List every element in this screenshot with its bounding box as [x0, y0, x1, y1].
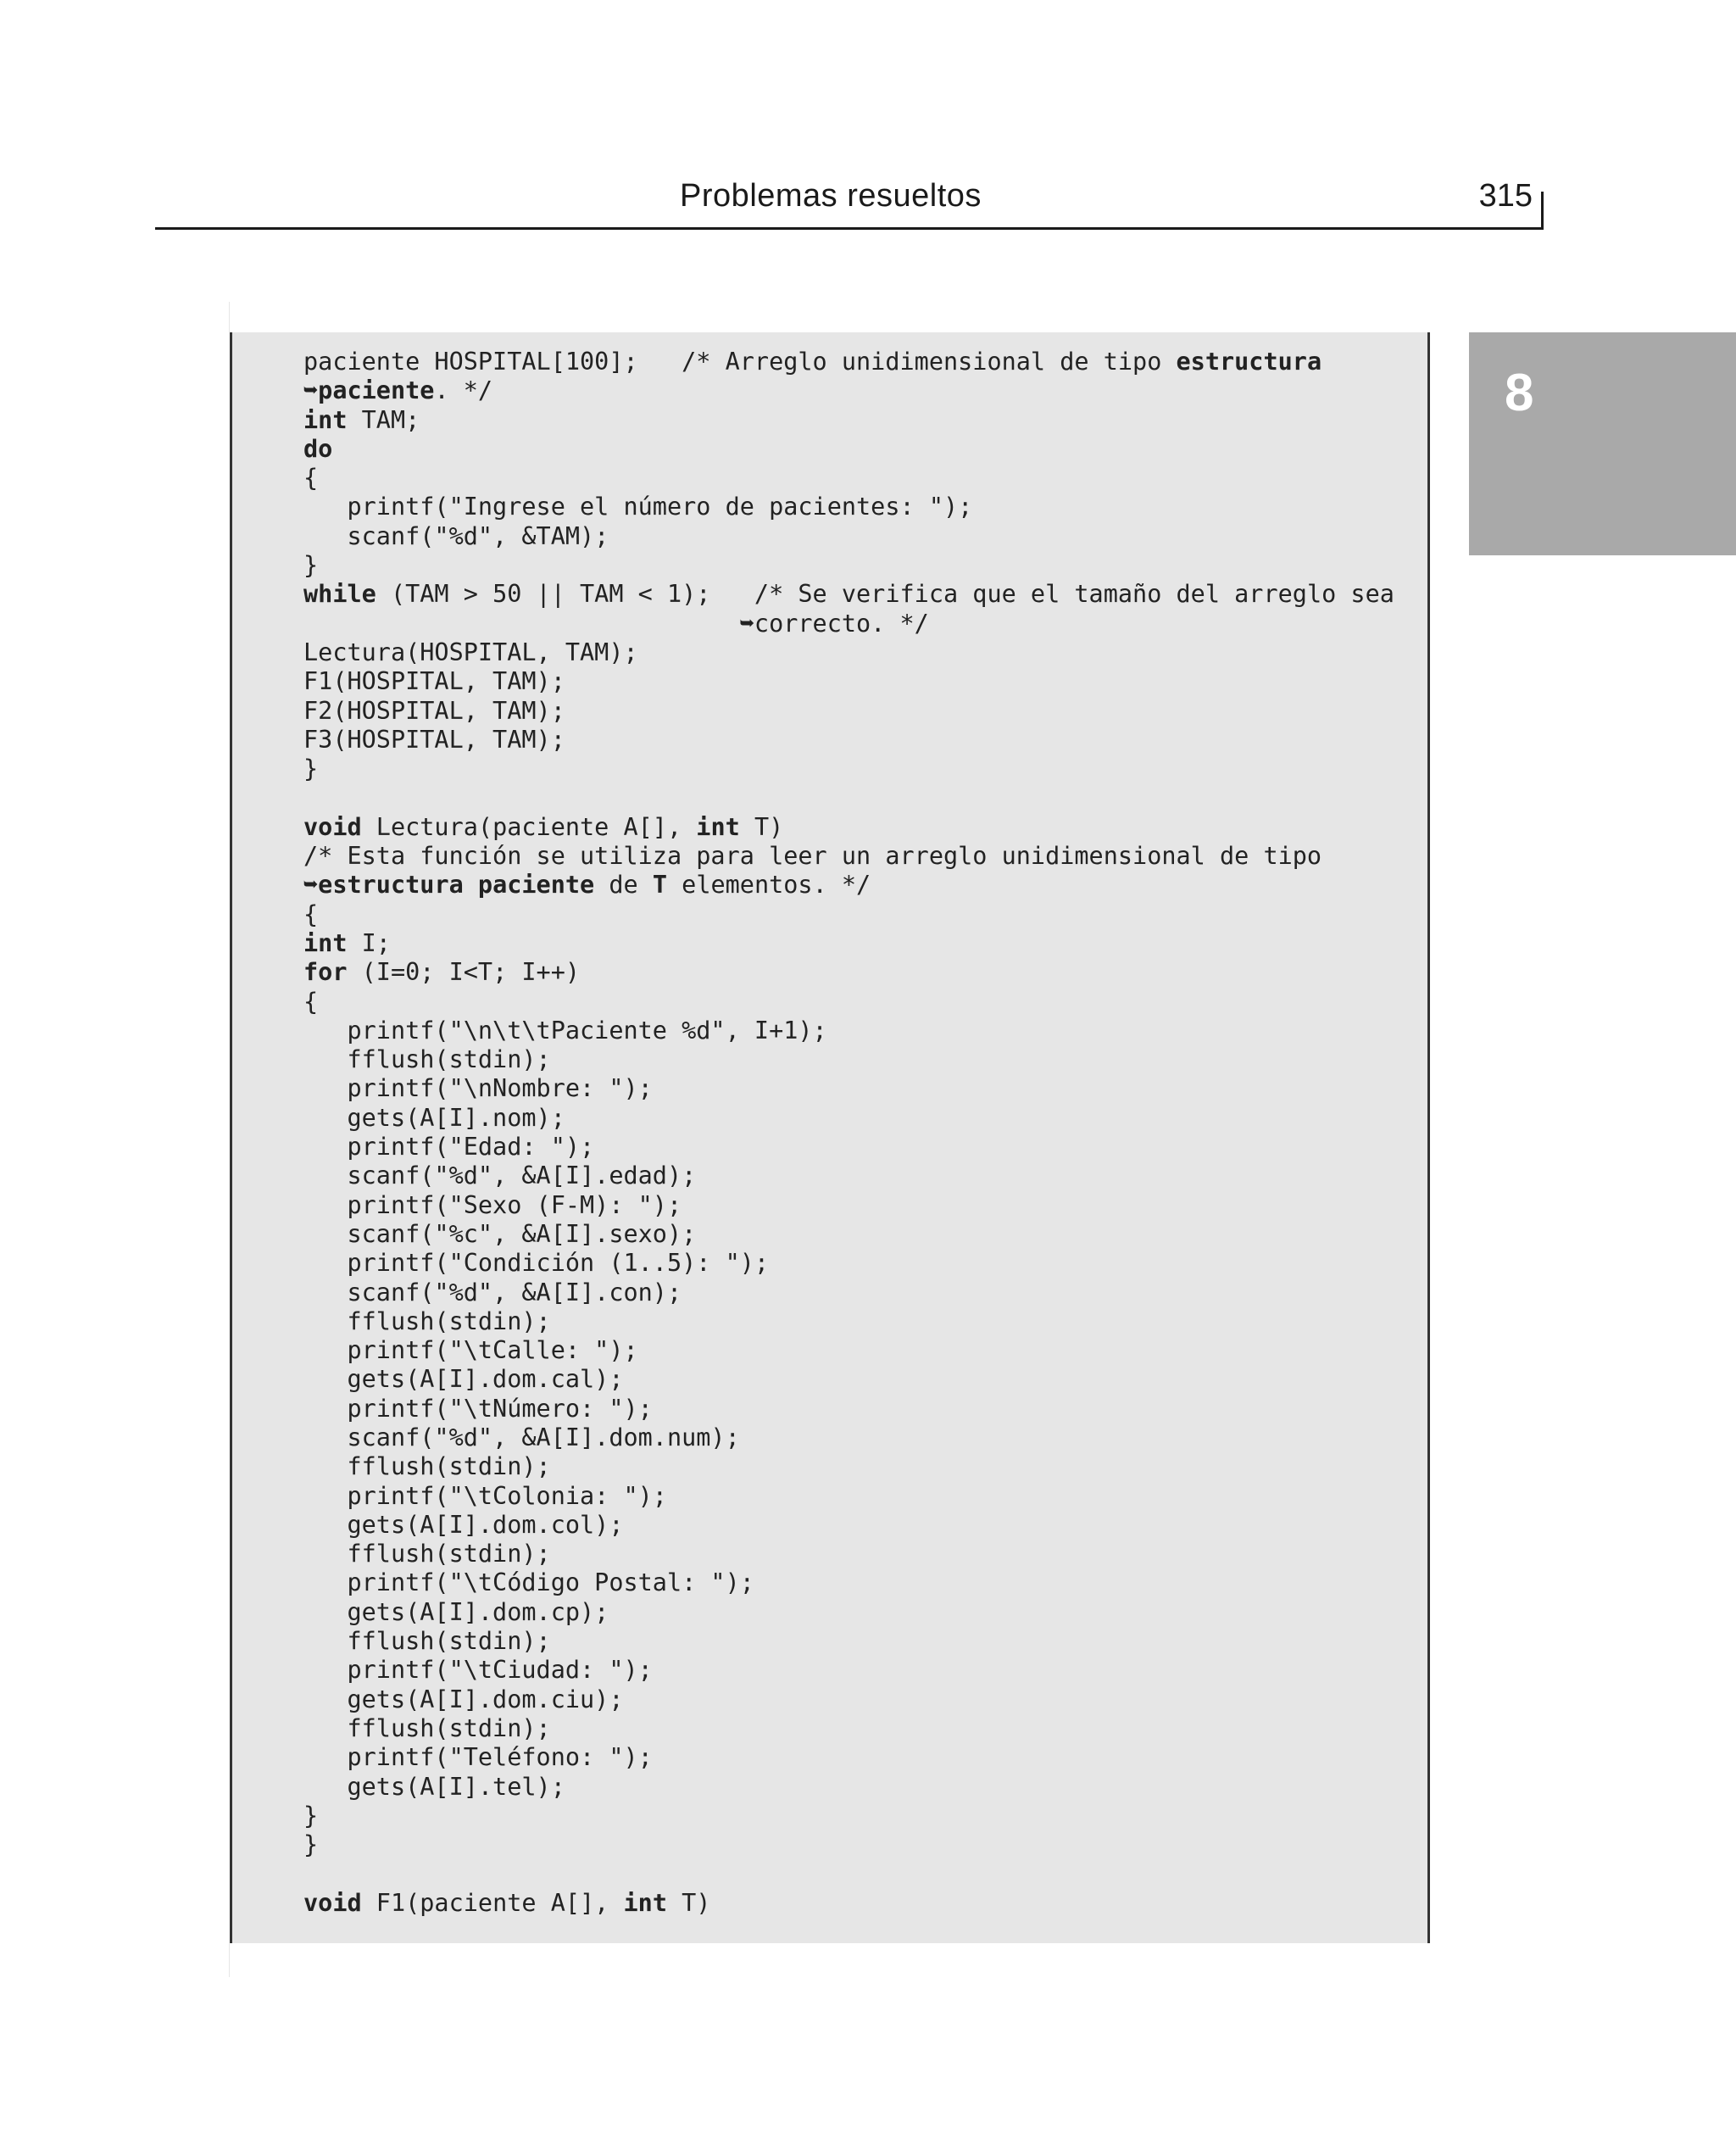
- code-text: gets(A[I].tel);: [303, 1772, 565, 1801]
- code-line: [303, 464, 1394, 493]
- code-text: printf("\nNombre: ");: [303, 1074, 653, 1103]
- code-text: elementos. */: [667, 871, 871, 900]
- code-text: printf("Ingrese el número de pacientes: ");: [303, 493, 973, 521]
- code-keyword: int: [303, 928, 348, 957]
- code-text: (I=0; I<T; I++): [347, 958, 581, 987]
- code-line: [303, 1017, 1394, 1045]
- code-keyword: for: [303, 958, 348, 987]
- code-text: F1(HOSPITAL, TAM);: [303, 667, 565, 696]
- code-line: [303, 493, 1394, 521]
- code-line: [303, 1802, 1394, 1830]
- code-line: [303, 900, 1394, 929]
- code-line: [303, 406, 1394, 435]
- code-line: [303, 1540, 1394, 1568]
- code-listing: [303, 348, 1394, 1918]
- code-line: [303, 1859, 1394, 1888]
- chapter-number: 8: [1505, 364, 1534, 422]
- code-text: }: [303, 551, 319, 580]
- code-line: [303, 580, 1394, 609]
- code-keyword: int: [696, 812, 740, 841]
- code-text: scanf("%c", &A[I].sexo);: [303, 1219, 697, 1248]
- code-text: T): [666, 1888, 711, 1917]
- code-line: [303, 1685, 1394, 1714]
- code-text: TAM;: [347, 405, 420, 434]
- code-text: ➥correcto. */: [303, 609, 929, 638]
- code-line: [303, 929, 1394, 958]
- code-text: printf("\tNúmero: ");: [303, 1394, 653, 1423]
- code-text: printf("Teléfono: ");: [303, 1743, 653, 1772]
- code-text: gets(A[I].dom.cal);: [303, 1365, 624, 1394]
- code-line: [303, 1365, 1394, 1394]
- code-keyword: while: [303, 580, 376, 609]
- code-text: F2(HOSPITAL, TAM);: [303, 696, 565, 725]
- code-text: {: [303, 987, 319, 1016]
- code-text: I;: [347, 928, 391, 957]
- code-text: ➥: [303, 376, 319, 405]
- code-line: [303, 726, 1394, 755]
- code-line: [303, 1279, 1394, 1307]
- code-text: printf("\n\t\tPaciente %d", I+1);: [303, 1016, 827, 1045]
- code-text: printf("Edad: ");: [303, 1133, 595, 1162]
- code-text: fflush(stdin);: [303, 1627, 551, 1656]
- code-text: de: [594, 871, 653, 900]
- code-keyword: estructura paciente: [318, 871, 595, 900]
- code-text: printf("\tColonia: ");: [303, 1481, 667, 1510]
- code-line: [303, 1191, 1394, 1220]
- code-keyword: paciente: [318, 376, 435, 405]
- code-keyword: void: [303, 812, 362, 841]
- code-line: [303, 1074, 1394, 1103]
- code-line: [303, 435, 1394, 464]
- code-text: }: [303, 755, 319, 783]
- code-line: [303, 667, 1394, 696]
- code-text: F1(paciente A[],: [361, 1888, 624, 1917]
- code-text: {: [303, 464, 319, 493]
- code-keyword: T: [652, 871, 667, 900]
- code-line: [303, 958, 1394, 987]
- code-line: [303, 1395, 1394, 1423]
- code-text: gets(A[I].dom.cp);: [303, 1597, 609, 1626]
- code-text: printf("Sexo (F-M): ");: [303, 1190, 682, 1219]
- code-text: . */: [434, 376, 493, 405]
- code-line: [303, 1220, 1394, 1249]
- code-text: scanf("%d", &A[I].dom.num);: [303, 1423, 740, 1451]
- code-text: F3(HOSPITAL, TAM);: [303, 725, 565, 754]
- code-text: /* Esta función se utiliza para leer un arreglo unidimensional de tipo: [303, 842, 1322, 871]
- code-keyword: void: [303, 1888, 362, 1917]
- code-line: [303, 348, 1394, 376]
- code-line: [303, 1627, 1394, 1656]
- code-text: scanf("%d", &A[I].edad);: [303, 1162, 697, 1190]
- code-line: [303, 1482, 1394, 1511]
- code-line: [303, 697, 1394, 726]
- code-keyword: estructura: [1176, 348, 1322, 376]
- code-line: [303, 1511, 1394, 1540]
- code-line: [303, 1162, 1394, 1190]
- code-text: fflush(stdin);: [303, 1452, 551, 1481]
- code-line: [303, 1045, 1394, 1074]
- faint-guide-bottom: [229, 1943, 230, 1977]
- code-text: paciente HOSPITAL[100]; /* Arreglo unidimensional de tipo: [303, 348, 1177, 376]
- code-line: [303, 1336, 1394, 1365]
- code-text: gets(A[I].dom.ciu);: [303, 1685, 624, 1713]
- code-line: [303, 1773, 1394, 1802]
- code-text: fflush(stdin);: [303, 1540, 551, 1568]
- code-line: [303, 783, 1394, 812]
- faint-guide-top: [229, 302, 230, 332]
- code-line: [303, 1452, 1394, 1481]
- code-text: scanf("%d", &A[I].con);: [303, 1278, 682, 1306]
- code-line: [303, 842, 1394, 871]
- code-text: printf("\tCiudad: ");: [303, 1656, 653, 1685]
- code-line: [303, 813, 1394, 842]
- code-keyword: int: [303, 405, 348, 434]
- header-rule-tick: [1541, 192, 1544, 230]
- code-text: fflush(stdin);: [303, 1713, 551, 1742]
- page-header-title: Problemas resueltos: [680, 178, 982, 214]
- code-line: [303, 988, 1394, 1017]
- code-text: {: [303, 900, 319, 928]
- code-line: [303, 1423, 1394, 1452]
- code-text: printf("Condición (1..5): ");: [303, 1249, 770, 1278]
- code-text: scanf("%d", &TAM);: [303, 521, 609, 550]
- header-rule: [155, 227, 1544, 230]
- code-line: [303, 1889, 1394, 1918]
- code-text: (TAM > 50 || TAM < 1); /* Se verifica que el tamaño del arreglo sea: [376, 580, 1394, 609]
- code-text: }: [303, 1801, 319, 1830]
- code-text: Lectura(HOSPITAL, TAM);: [303, 638, 638, 666]
- code-line: [303, 1656, 1394, 1685]
- code-keyword: int: [623, 1888, 667, 1917]
- code-text: fflush(stdin);: [303, 1045, 551, 1074]
- code-line: [303, 1133, 1394, 1162]
- code-line: [303, 755, 1394, 783]
- code-line: [303, 638, 1394, 667]
- code-text: printf("\tCódigo Postal: ");: [303, 1568, 754, 1597]
- code-text: T): [739, 812, 784, 841]
- code-line: [303, 871, 1394, 900]
- code-line: [303, 551, 1394, 580]
- code-line: [303, 1249, 1394, 1278]
- code-text: fflush(stdin);: [303, 1306, 551, 1335]
- code-text: gets(A[I].dom.col);: [303, 1510, 624, 1539]
- code-text: printf("\tCalle: ");: [303, 1336, 638, 1365]
- code-line: [303, 1104, 1394, 1133]
- code-line: [303, 376, 1394, 405]
- code-line: [303, 610, 1394, 638]
- page-number: 315: [1478, 178, 1533, 214]
- code-line: [303, 1830, 1394, 1859]
- code-line: [303, 1568, 1394, 1597]
- code-line: [303, 1598, 1394, 1627]
- code-line: [303, 522, 1394, 551]
- code-text: gets(A[I].nom);: [303, 1103, 565, 1132]
- code-line: [303, 1743, 1394, 1772]
- code-text: ➥: [303, 871, 319, 900]
- code-line: [303, 1307, 1394, 1336]
- code-keyword: do: [303, 434, 333, 463]
- code-text: }: [303, 1830, 319, 1859]
- code-line: [303, 1714, 1394, 1743]
- code-text: Lectura(paciente A[],: [361, 812, 697, 841]
